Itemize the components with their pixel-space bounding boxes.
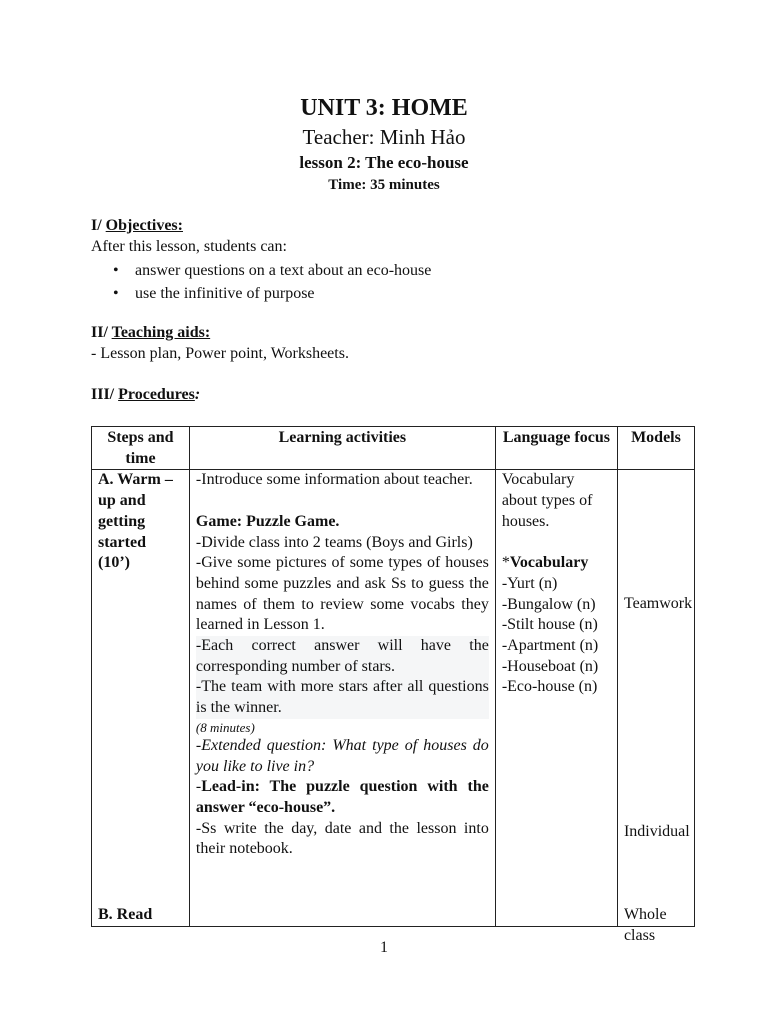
steps-cell <box>92 470 190 927</box>
activity-each-correct: -Each correct answer will have the corresponding number of stars. <box>195 637 489 675</box>
teaching-aids-heading: II/ Teaching aids: <box>91 324 211 341</box>
activity-minutes: (8 minutes) <box>195 719 255 735</box>
objectives-intro: After this lesson, students can: <box>91 237 287 255</box>
header-language: Language focus <box>495 427 617 470</box>
objective-item: • use the infinitive of purpose <box>135 282 691 305</box>
vocabulary-heading: *Vocabulary <box>501 554 589 572</box>
step-a-line: started <box>98 533 146 551</box>
language-cell <box>495 470 617 927</box>
model-teamwork: Teamwork <box>623 595 693 613</box>
vocab-item: -Yurt (n) <box>501 574 558 592</box>
objectives-list <box>91 259 691 305</box>
activity-divide: -Divide class into 2 teams (Boys and Girls) <box>195 533 473 551</box>
activities-cell <box>189 470 495 927</box>
table-row <box>92 470 695 927</box>
objective-item: • answer questions on a text about an eco-house <box>135 259 691 282</box>
lesson-time: Time: 35 minutes <box>328 177 440 193</box>
header-activities: Learning activities <box>189 427 495 470</box>
procedures-table <box>91 426 695 945</box>
activity-write: -Ss write the day, date and the lesson into their notebook. <box>195 819 489 858</box>
objectives-heading: I/ Objectives: <box>91 217 183 234</box>
step-a-line: getting <box>98 512 146 530</box>
activity-team-winner: -The team with more stars after all questions is the winner. <box>195 678 489 717</box>
models-cell <box>617 470 694 945</box>
page-number: 1 <box>380 939 388 956</box>
vocab-item: -Houseboat (n) <box>501 657 599 675</box>
step-b-read: B. Read <box>98 905 153 923</box>
procedures-heading: III/ Procedures: <box>91 386 201 403</box>
step-a-time: (10’) <box>98 554 130 572</box>
shaded-activities <box>196 636 489 719</box>
vocab-item: -Bungalow (n) <box>501 595 596 613</box>
teaching-aids-section <box>91 323 691 364</box>
unit-title: UNIT 3: HOME <box>300 95 468 121</box>
step-a-line: A. Warm – <box>98 471 173 489</box>
activity-extended-question: -Extended question: What type of houses do you like to live in? <box>195 736 489 775</box>
lesson-title: lesson 2: The eco-house <box>299 153 469 172</box>
activity-intro: -Introduce some information about teacher. <box>195 471 473 489</box>
teacher-name: Teacher: Minh Hảo <box>302 125 466 149</box>
table-header-row <box>92 427 695 470</box>
header-models: Models <box>617 427 694 470</box>
model-whole-class: Whole class <box>623 906 667 945</box>
activity-give: -Give some pictures of some types of houses behind some puzzles and ask Ss to guess the names of them to review some vocabs they learned in Lesson 1. <box>195 554 489 634</box>
vocab-item: -Eco-house (n) <box>501 678 598 696</box>
language-intro: Vocabulary about types of houses. <box>501 471 593 530</box>
header-steps: Steps and time <box>92 427 190 470</box>
vocab-item: -Apartment (n) <box>501 637 599 655</box>
step-a-line: up and <box>98 492 146 510</box>
model-individual: Individual <box>623 823 690 841</box>
activity-lead-in: -Lead-in: The puzzle question with the answer “eco-house”. <box>195 778 489 816</box>
objectives-section <box>91 216 691 305</box>
activity-game-title: Game: Puzzle Game. <box>195 512 340 530</box>
vocab-item: -Stilt house (n) <box>501 616 598 634</box>
procedures-section <box>91 385 691 406</box>
teaching-aids-text: - Lesson plan, Power point, Worksheets. <box>91 344 349 362</box>
